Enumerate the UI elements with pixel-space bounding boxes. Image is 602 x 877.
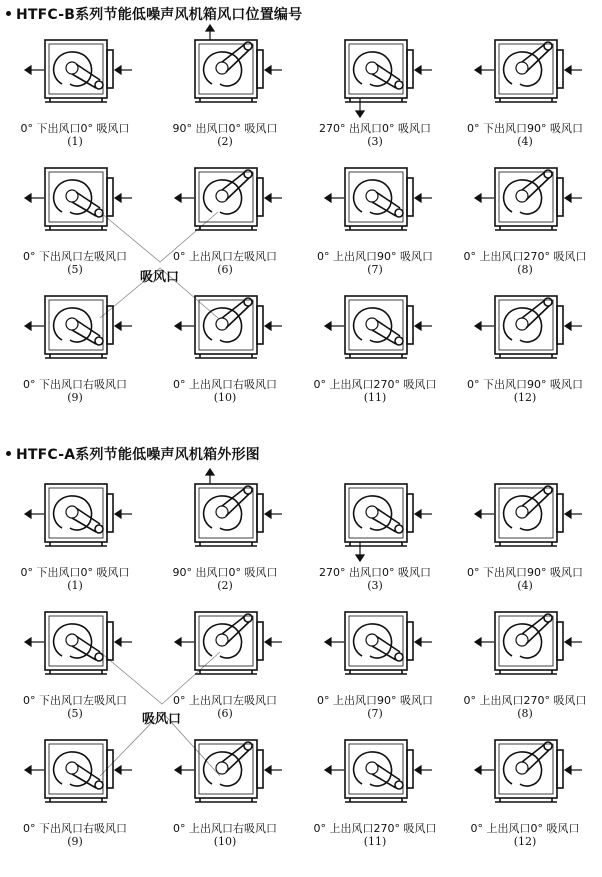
fan-cabinet-icon xyxy=(300,594,450,694)
fan-diagram-1 xyxy=(0,466,150,592)
diagram-number: (10) xyxy=(213,835,237,848)
diagram-number: (1) xyxy=(67,579,83,592)
diagram-caption: 0° 下出风口0° 吸风口 xyxy=(20,566,130,579)
diagram-number: (12) xyxy=(513,391,537,404)
diagram-number: (11) xyxy=(363,835,387,848)
diagram-caption: 0° 上出风口右吸风口 xyxy=(173,378,277,391)
fan-diagram-9 xyxy=(0,278,150,404)
fan-cabinet-icon xyxy=(450,594,600,694)
diagram-number: (2) xyxy=(217,135,233,148)
fan-cabinet-icon xyxy=(150,22,300,122)
diagram-number: (3) xyxy=(367,579,383,592)
fan-diagram-3 xyxy=(300,22,450,148)
diagram-caption: 0° 上出风口左吸风口 xyxy=(173,694,277,707)
fan-cabinet-icon xyxy=(0,278,150,378)
fan-cabinet-icon xyxy=(300,466,450,566)
fan-diagram-5 xyxy=(0,150,150,276)
fan-cabinet-icon xyxy=(450,150,600,250)
fan-cabinet-icon xyxy=(300,150,450,250)
diagram-caption: 0° 上出风口90° 吸风口 xyxy=(317,250,433,263)
section-a-inlet-label: 吸风口 xyxy=(142,712,182,727)
fan-cabinet-icon xyxy=(450,278,600,378)
section-b-inlet-label: 吸风口 xyxy=(140,270,180,285)
diagram-number: (7) xyxy=(367,707,383,720)
diagram-number: (1) xyxy=(67,135,83,148)
fan-cabinet-icon xyxy=(0,466,150,566)
diagram-number: (2) xyxy=(217,579,233,592)
diagram-caption: 0° 上出风口0° 吸风口 xyxy=(470,822,580,835)
diagram-number: (9) xyxy=(67,391,83,404)
diagram-caption: 0° 下出风口90° 吸风口 xyxy=(467,378,583,391)
fan-diagram-8 xyxy=(450,150,600,276)
section-a-title: HTFC-A系列节能低噪声风机箱外形图 xyxy=(6,444,260,464)
fan-cabinet-icon xyxy=(0,150,150,250)
fan-diagram-8 xyxy=(450,594,600,720)
fan-diagram-10 xyxy=(150,722,300,848)
fan-diagram-3 xyxy=(300,466,450,592)
diagram-number: (10) xyxy=(213,391,237,404)
diagram-caption: 0° 上出风口左吸风口 xyxy=(173,250,277,263)
diagram-number: (5) xyxy=(67,707,83,720)
fan-cabinet-icon xyxy=(300,22,450,122)
fan-cabinet-icon xyxy=(300,722,450,822)
diagram-caption: 0° 上出风口270° 吸风口 xyxy=(463,694,587,707)
diagram-caption: 0° 下出风口0° 吸风口 xyxy=(20,122,130,135)
fan-diagram-12 xyxy=(450,278,600,404)
diagram-number: (3) xyxy=(367,135,383,148)
diagram-caption: 90° 出风口0° 吸风口 xyxy=(172,566,278,579)
fan-diagram-4 xyxy=(450,466,600,592)
fan-cabinet-icon xyxy=(450,466,600,566)
fan-diagram-7 xyxy=(300,594,450,720)
fan-cabinet-icon xyxy=(150,594,300,694)
diagram-caption: 0° 下出风口右吸风口 xyxy=(23,378,127,391)
fan-diagram-2 xyxy=(150,22,300,148)
fan-diagram-11 xyxy=(300,722,450,848)
fan-cabinet-icon xyxy=(150,722,300,822)
fan-diagram-5 xyxy=(0,594,150,720)
diagram-number: (9) xyxy=(67,835,83,848)
diagram-number: (12) xyxy=(513,835,537,848)
fan-cabinet-icon xyxy=(0,594,150,694)
fan-diagram-2 xyxy=(150,466,300,592)
diagram-caption: 0° 上出风口270° 吸风口 xyxy=(313,822,437,835)
fan-diagram-9 xyxy=(0,722,150,848)
diagram-number: (4) xyxy=(517,579,533,592)
fan-diagram-1 xyxy=(0,22,150,148)
fan-cabinet-icon xyxy=(0,722,150,822)
diagram-caption: 270° 出风口0° 吸风口 xyxy=(319,122,431,135)
fan-diagram-10 xyxy=(150,278,300,404)
diagram-caption: 90° 出风口0° 吸风口 xyxy=(172,122,278,135)
fan-cabinet-icon xyxy=(150,150,300,250)
diagram-caption: 0° 下出风口左吸风口 xyxy=(23,250,127,263)
diagram-caption: 0° 上出风口90° 吸风口 xyxy=(317,694,433,707)
diagram-number: (6) xyxy=(217,263,233,276)
diagram-caption: 270° 出风口0° 吸风口 xyxy=(319,566,431,579)
diagram-caption: 0° 上出风口270° 吸风口 xyxy=(313,378,437,391)
fan-diagram-6 xyxy=(150,594,300,720)
fan-diagram-11 xyxy=(300,278,450,404)
bullet-icon xyxy=(6,451,11,456)
diagram-number: (8) xyxy=(517,263,533,276)
fan-cabinet-icon xyxy=(300,278,450,378)
diagram-caption: 0° 下出风口左吸风口 xyxy=(23,694,127,707)
fan-diagram-6 xyxy=(150,150,300,276)
fan-diagram-4 xyxy=(450,22,600,148)
fan-cabinet-icon xyxy=(150,466,300,566)
fan-cabinet-icon xyxy=(450,722,600,822)
diagram-number: (6) xyxy=(217,707,233,720)
bullet-icon xyxy=(6,11,11,16)
diagram-caption: 0° 下出风口90° 吸风口 xyxy=(467,122,583,135)
diagram-number: (8) xyxy=(517,707,533,720)
diagram-caption: 0° 下出风口右吸风口 xyxy=(23,822,127,835)
diagram-caption: 0° 上出风口270° 吸风口 xyxy=(463,250,587,263)
diagram-number: (11) xyxy=(363,391,387,404)
fan-diagram-7 xyxy=(300,150,450,276)
fan-cabinet-icon xyxy=(0,22,150,122)
diagram-number: (4) xyxy=(517,135,533,148)
fan-cabinet-icon xyxy=(450,22,600,122)
diagram-caption: 0° 上出风口右吸风口 xyxy=(173,822,277,835)
diagram-number: (7) xyxy=(367,263,383,276)
section-b-title: HTFC-B系列节能低噪声风机箱风口位置编号 xyxy=(6,4,302,24)
fan-cabinet-icon xyxy=(150,278,300,378)
diagram-number: (5) xyxy=(67,263,83,276)
diagram-caption: 0° 下出风口90° 吸风口 xyxy=(467,566,583,579)
fan-diagram-12 xyxy=(450,722,600,848)
